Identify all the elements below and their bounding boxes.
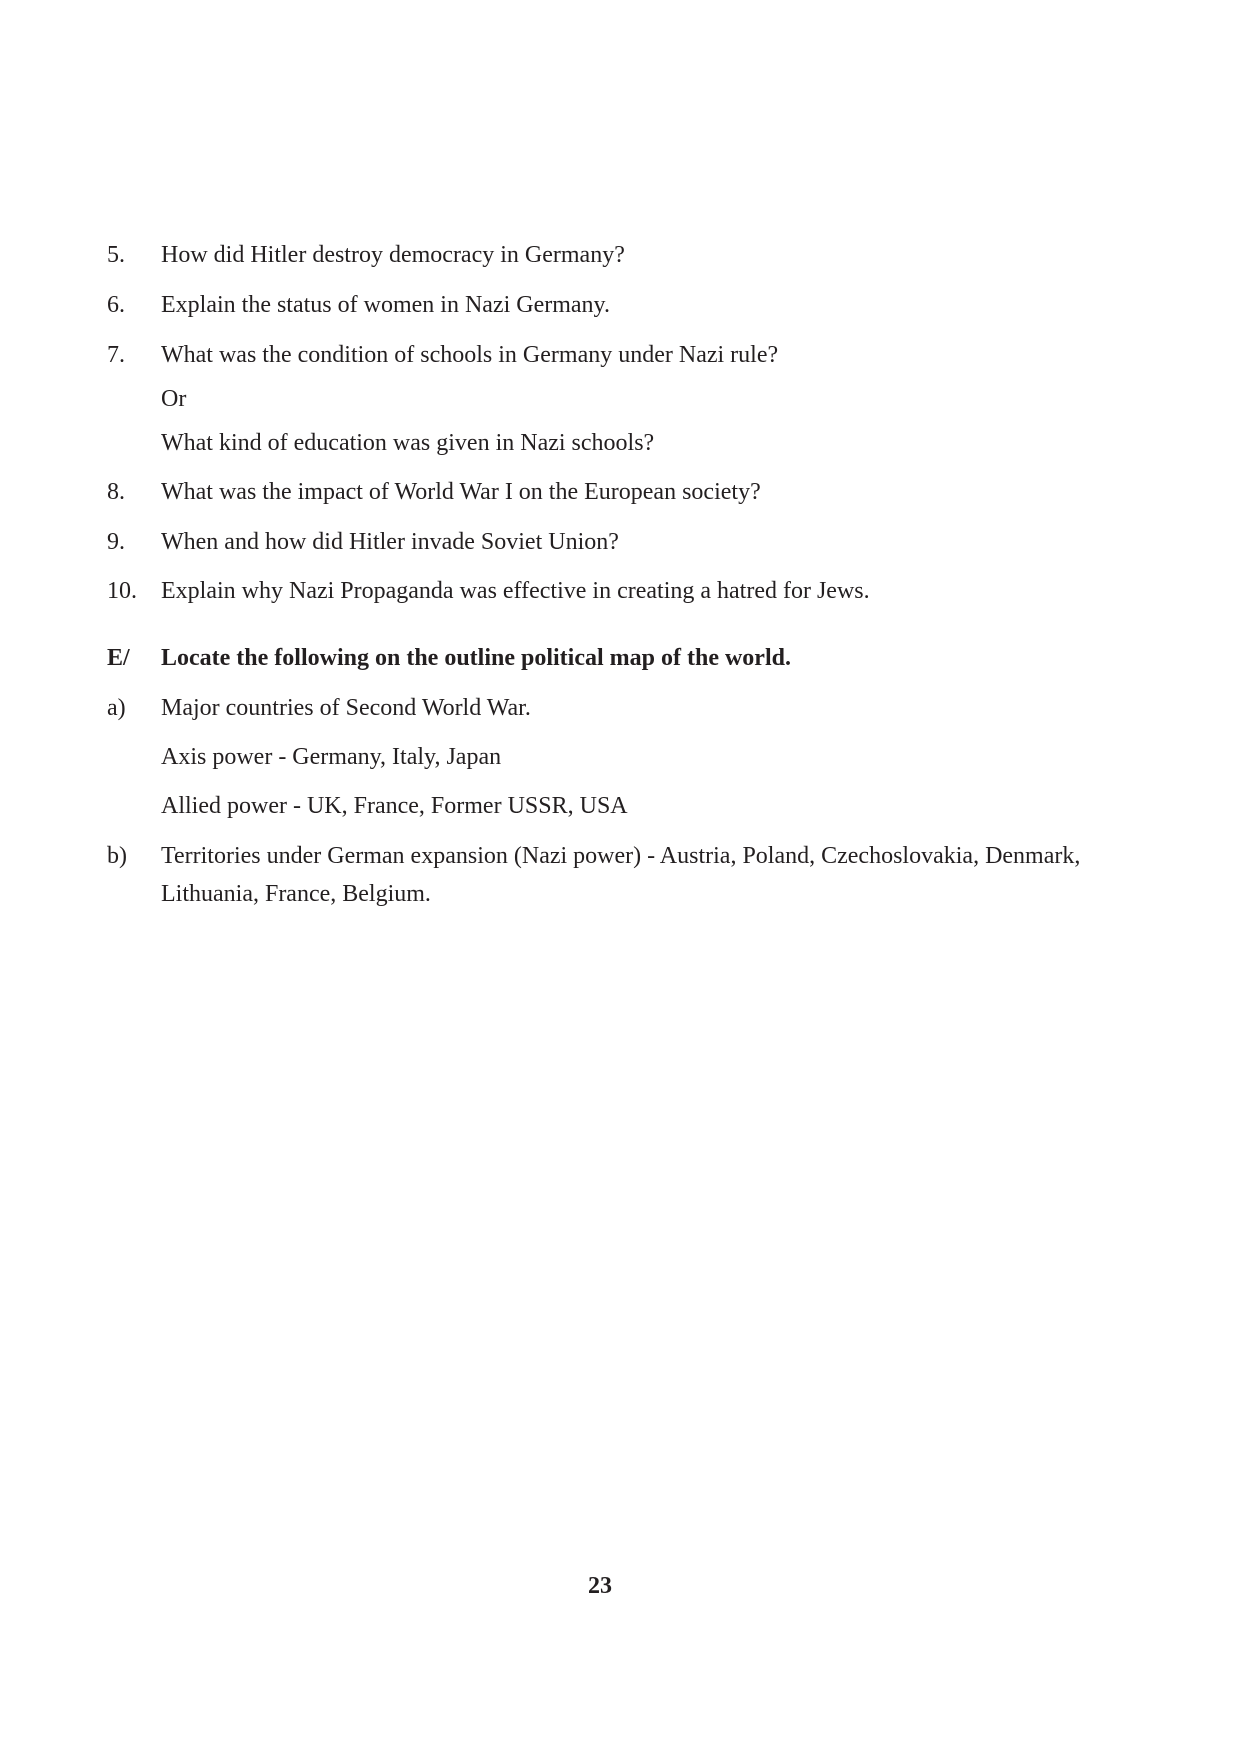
question-number: 5. [107,242,125,268]
item-text: Axis power - Germany, Italy, Japan [161,744,502,770]
page-number: 23 [588,1573,612,1599]
or-label: Or [161,386,187,412]
question-text: Explain the status of women in Nazi Germany. [161,292,610,318]
item-text: Major countries of Second World War. [161,695,531,721]
question-number: 7. [107,342,125,368]
section-heading-text: Locate the following on the outline political map of the world. [161,645,791,671]
question-number: 9. [107,529,125,555]
question-text: What was the condition of schools in Germany under Nazi rule? [161,342,779,368]
item-text: Lithuania, France, Belgium. [161,881,431,907]
question-text: Explain why Nazi Propaganda was effective in creating a hatred for Jews. [161,578,870,604]
section-label: E/ [107,645,130,671]
question-number: 8. [107,479,125,505]
item-text: Allied power - UK, France, Former USSR, USA [161,793,628,819]
question-alt-text: What kind of education was given in Nazi schools? [161,430,655,456]
question-number: 6. [107,292,125,318]
item-label: a) [107,695,126,721]
question-text: What was the impact of World War I on the European society? [161,479,761,505]
question-text: When and how did Hitler invade Soviet Union? [161,529,619,555]
question-text: How did Hitler destroy democracy in Germany? [161,242,625,268]
question-number: 10. [107,578,137,604]
item-label: b) [107,843,127,869]
item-text: Territories under German expansion (Nazi power) - Austria, Poland, Czechoslovakia, Denmark, [161,843,1081,869]
